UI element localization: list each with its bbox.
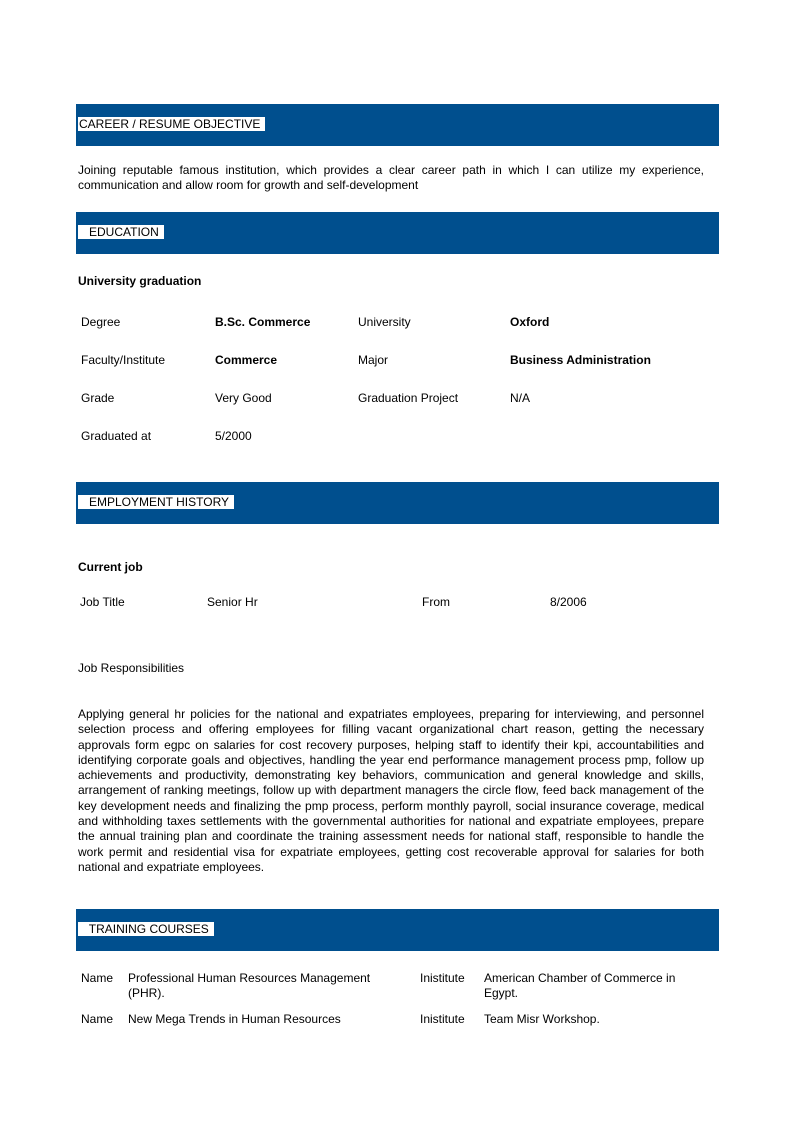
course-institute: American Chamber of Commerce in Egypt. — [484, 971, 676, 1000]
edu-label: Graduation Project — [358, 391, 459, 405]
section-header-objective — [76, 104, 719, 146]
edu-value: 5/2000 — [215, 429, 252, 443]
employment-subtitle: Current job — [78, 560, 143, 574]
edu-value: Commerce — [215, 353, 278, 367]
course-institute: Team Misr Workshop. — [484, 1012, 600, 1026]
course-name-label: Name — [81, 1012, 114, 1026]
job-title-label: Job Title — [80, 595, 125, 609]
edu-label: University — [358, 315, 411, 329]
edu-value: B.Sc. Commerce — [215, 315, 311, 329]
edu-label: Grade — [81, 391, 115, 405]
responsibilities-label: Job Responsibilities — [78, 661, 185, 675]
course-name: Professional Human Resources Management (PHR). — [128, 971, 371, 1000]
edu-value: Business Administration — [510, 353, 651, 367]
objective-text: Joining reputable famous institution, which provides a clear career path in which I can utilize my experience, communication and allow room for growth and self-development — [78, 163, 704, 192]
course-institute-label: Inistitute — [420, 1012, 465, 1026]
section-header-education — [76, 212, 719, 254]
from-value: 8/2006 — [550, 595, 587, 609]
from-label: From — [422, 595, 450, 609]
course-name-label: Name — [81, 971, 114, 985]
edu-label: Major — [358, 353, 389, 367]
section-title: CAREER / RESUME OBJECTIVE — [78, 117, 265, 131]
section-header-employment — [76, 482, 719, 524]
responsibilities-text: Applying general hr policies for the national and expatriates employees, preparing for interviewing, and personnel selection process and offering employees for filling vacant organizational chart reason, getting the necessary approvals form egpc on salaries for cost recovery purposes, helping staff to identify their kpi, accountabilities and identifying corporate goals and objectives, handling the year end performance management process pmp, follow up achievements and productivity, demonstrating key behaviors, communication and general knowledge and skills, arrangement of ranking meetings, follow up with department managers the circle flow, feed back management of the key development needs and finalizing the pmp process, perform monthly payroll, social insurance coverage, medical and withholding taxes settlements with the governmental authorities for national and expatriate employees, prepare the annual training plan and coordinate the training assessment needs for national staff, responsible to handle the work permit and residential visa for expatriate employees, getting cost recoverable approval for salaries for both national and expatriate employees. — [78, 707, 704, 874]
edu-value: N/A — [510, 391, 531, 405]
section-title: EMPLOYMENT HISTORY — [78, 495, 234, 509]
course-institute-label: Inistitute — [420, 971, 465, 985]
job-title-value: Senior Hr — [207, 595, 258, 609]
section-title: TRAINING COURSES — [78, 922, 214, 936]
section-title: EDUCATION — [78, 225, 164, 239]
edu-value: Oxford — [510, 315, 550, 329]
edu-label: Graduated at — [81, 429, 152, 443]
edu-value: Very Good — [215, 391, 272, 405]
edu-label: Faculty/Institute — [81, 353, 166, 367]
section-header-training — [76, 909, 719, 951]
edu-label: Degree — [81, 315, 121, 329]
education-subtitle: University graduation — [78, 274, 202, 288]
course-name: New Mega Trends in Human Resources — [128, 1012, 341, 1026]
